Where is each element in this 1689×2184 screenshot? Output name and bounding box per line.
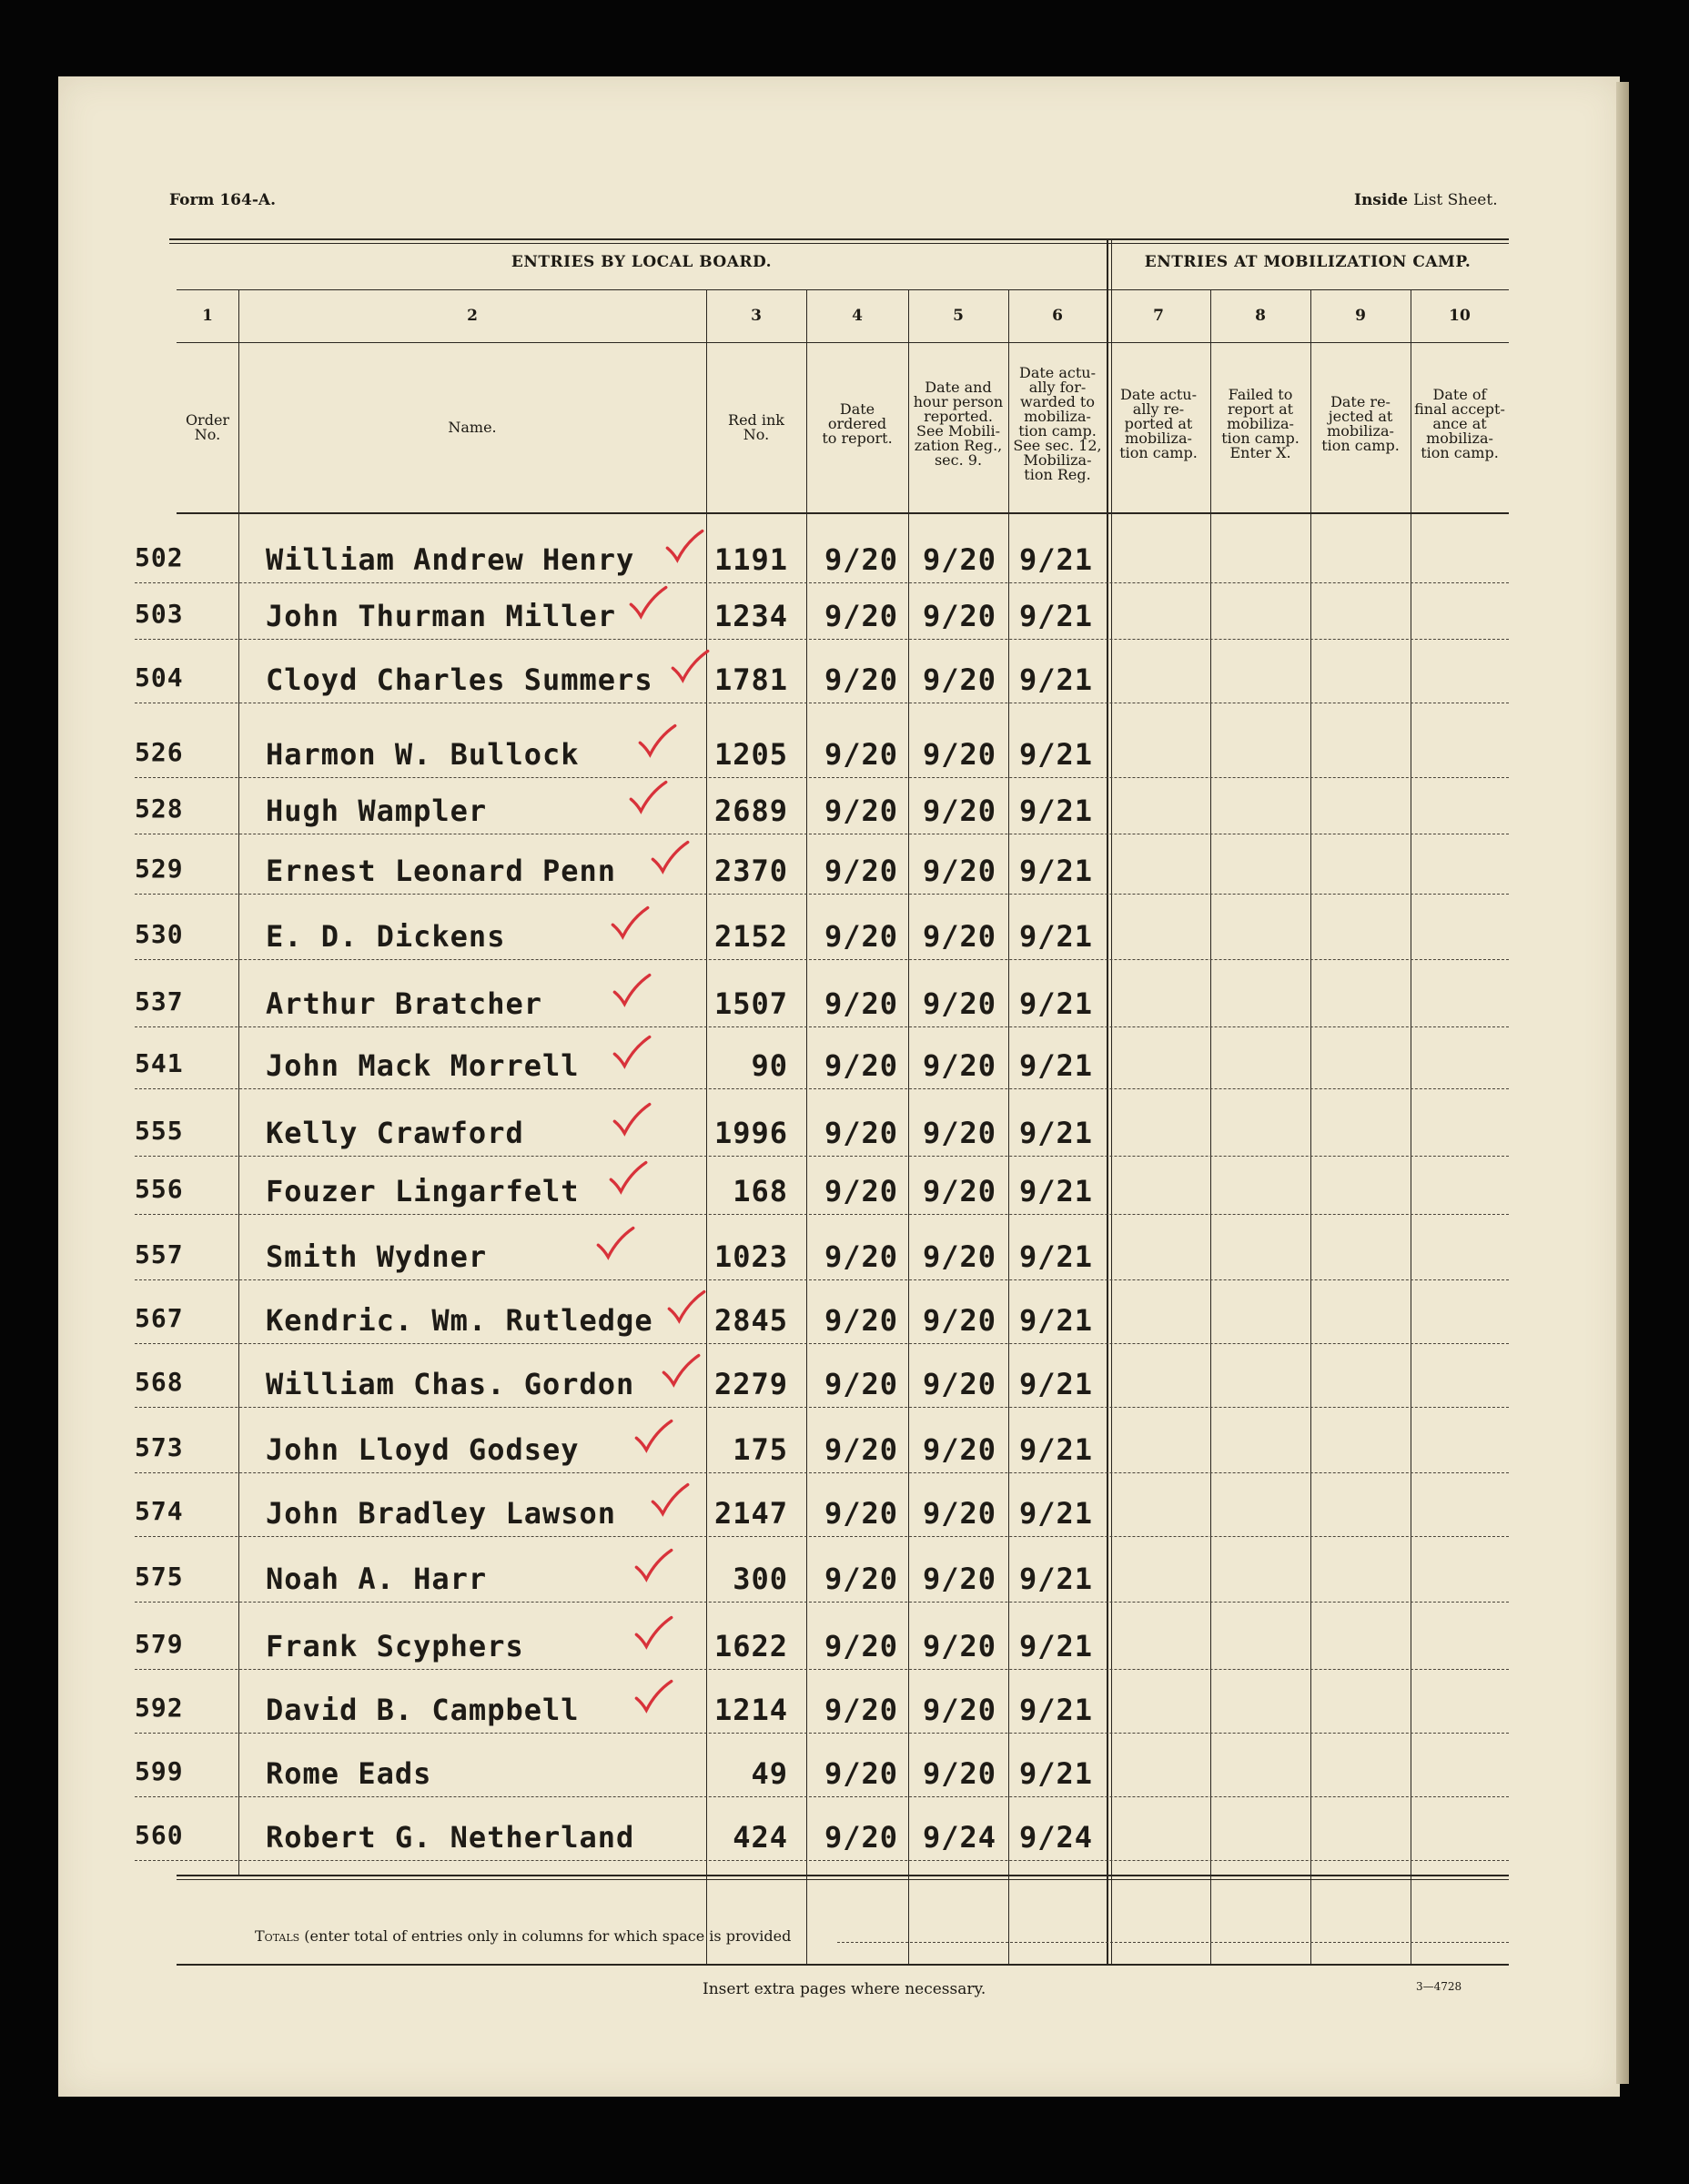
column-heading: Date actu- (1019, 364, 1096, 381)
red-ink-number: 300 (733, 1562, 788, 1596)
red-ink-number: 1234 (713, 599, 788, 633)
red-ink-number: 90 (751, 1048, 788, 1083)
column-divider (238, 289, 239, 1876)
red-check-mark-icon (612, 1034, 652, 1070)
column-heading: ally re- (1132, 400, 1185, 418)
top-rule-inner (169, 243, 1509, 244)
column-number: 4 (852, 307, 863, 325)
registrant-name: John Thurman Miller (266, 599, 617, 633)
date-forwarded: 9/21 (1019, 794, 1094, 828)
column-heading: tion camp. (1119, 444, 1198, 461)
red-ink-number: 1023 (713, 1239, 788, 1274)
column-divider (1310, 289, 1311, 1964)
sheet-label-rest: List Sheet. (1412, 191, 1498, 209)
row-separator (135, 1796, 1509, 1797)
column-heading: reported. (924, 408, 993, 425)
section-title-mobilization-camp: ENTRIES AT MOBILIZATION CAMP. (1144, 253, 1472, 271)
date-reported: 9/20 (923, 1239, 997, 1274)
date-forwarded: 9/21 (1019, 1756, 1094, 1791)
date-ordered: 9/20 (824, 1562, 899, 1596)
column-divider (1008, 289, 1009, 1964)
column-number: 10 (1449, 307, 1471, 325)
column-number: 3 (751, 307, 762, 325)
totals-line (255, 1927, 791, 1945)
column-heading: No. (743, 426, 770, 443)
date-ordered: 9/20 (824, 1367, 899, 1401)
order-number: 502 (135, 542, 184, 572)
red-check-mark-icon (628, 584, 668, 621)
date-forwarded: 9/21 (1019, 1629, 1094, 1663)
column-heading: See Mobili- (916, 422, 1000, 440)
section-title-rule (177, 289, 1509, 290)
column-number: 9 (1355, 307, 1366, 325)
red-check-mark-icon (633, 1418, 673, 1454)
form-code: 3—4728 (1416, 1980, 1462, 1993)
row-separator (135, 1026, 1509, 1027)
red-check-mark-icon (664, 528, 704, 564)
entries-bottom-rule (177, 1875, 1509, 1876)
date-ordered: 9/20 (824, 1239, 899, 1274)
header-bottom-rule (177, 512, 1509, 514)
date-reported: 9/24 (923, 1820, 997, 1855)
red-ink-number: 2279 (713, 1367, 788, 1401)
red-check-mark-icon (661, 1352, 701, 1389)
registrant-name: Fouzer Lingarfelt (266, 1174, 580, 1208)
totals-instructions: (enter total of entries only in columns for which space is provided (299, 1927, 792, 1945)
order-number: 528 (135, 794, 184, 824)
date-ordered: 9/20 (824, 737, 899, 772)
date-reported: 9/20 (923, 1367, 997, 1401)
registrant-name: Arthur Bratcher (266, 986, 542, 1021)
date-reported: 9/20 (923, 1303, 997, 1338)
column-number: 8 (1255, 307, 1266, 325)
column-heading: Failed to (1228, 386, 1293, 403)
row-separator (135, 777, 1509, 778)
row-separator (135, 582, 1509, 583)
order-number: 567 (135, 1303, 184, 1333)
date-reported: 9/20 (923, 662, 997, 697)
date-reported: 9/20 (923, 1496, 997, 1531)
red-ink-number: 2147 (713, 1496, 788, 1531)
red-ink-number: 2845 (713, 1303, 788, 1338)
row-separator (135, 639, 1509, 640)
column-heading: ance at (1432, 415, 1487, 432)
order-number: 530 (135, 919, 184, 949)
row-separator (135, 1536, 1509, 1537)
registrant-name: William Andrew Henry (266, 542, 635, 577)
column-heading: hour person (913, 393, 1004, 410)
order-number: 574 (135, 1496, 184, 1526)
date-ordered: 9/20 (824, 1629, 899, 1663)
red-ink-number: 1507 (713, 986, 788, 1021)
row-separator (135, 1156, 1509, 1157)
date-forwarded: 9/21 (1019, 662, 1094, 697)
red-check-mark-icon (628, 779, 668, 815)
column-number: 6 (1052, 307, 1063, 325)
date-reported: 9/20 (923, 986, 997, 1021)
date-forwarded: 9/21 (1019, 1496, 1094, 1531)
date-ordered: 9/20 (824, 542, 899, 577)
red-check-mark-icon (610, 905, 650, 941)
column-heading: Red ink (728, 411, 784, 429)
red-check-mark-icon (650, 1481, 690, 1518)
column-heading: mobiliza- (1024, 408, 1091, 425)
column-heading: mobiliza- (1125, 430, 1192, 447)
registrant-name: Rome Eads (266, 1756, 432, 1791)
registrant-name: Ernest Leonard Penn (266, 854, 617, 888)
registrant-name: John Bradley Lawson (266, 1496, 617, 1531)
red-ink-number: 424 (733, 1820, 788, 1855)
date-forwarded: 9/21 (1019, 1048, 1094, 1083)
date-ordered: 9/20 (824, 986, 899, 1021)
order-number: 555 (135, 1116, 184, 1146)
date-forwarded: 9/21 (1019, 1174, 1094, 1208)
date-reported: 9/20 (923, 854, 997, 888)
date-reported: 9/20 (923, 1693, 997, 1727)
order-number: 579 (135, 1629, 184, 1659)
date-forwarded: 9/21 (1019, 1239, 1094, 1274)
date-forwarded: 9/21 (1019, 986, 1094, 1021)
sheet-label (1354, 191, 1498, 209)
row-separator (135, 1669, 1509, 1670)
column-divider (1210, 289, 1211, 1964)
red-check-mark-icon (637, 723, 677, 759)
column-heading: final accept- (1414, 400, 1505, 418)
date-ordered: 9/20 (824, 1756, 899, 1791)
column-number: 2 (467, 307, 478, 325)
registrant-name: David B. Campbell (266, 1693, 580, 1727)
column-heading: ordered (827, 415, 887, 432)
date-forwarded: 9/21 (1019, 919, 1094, 954)
row-separator (135, 1472, 1509, 1473)
registrant-name: Hugh Wampler (266, 794, 488, 828)
totals-dotted-line (837, 1942, 1509, 1943)
red-check-mark-icon (670, 648, 710, 684)
column-heading: Order (185, 411, 230, 429)
date-reported: 9/20 (923, 1048, 997, 1083)
row-separator (135, 1733, 1509, 1734)
order-number: 573 (135, 1432, 184, 1462)
column-heading: Date re- (1330, 393, 1391, 410)
red-check-mark-icon (612, 972, 652, 1008)
row-separator (135, 1602, 1509, 1603)
date-ordered: 9/20 (824, 1496, 899, 1531)
table-bottom-rule (177, 1964, 1509, 1966)
totals-label: Totals (255, 1927, 300, 1945)
order-number: 556 (135, 1174, 184, 1204)
date-reported: 9/20 (923, 737, 997, 772)
column-number: 1 (202, 307, 213, 325)
registrant-name: Kelly Crawford (266, 1116, 524, 1150)
date-ordered: 9/20 (824, 599, 899, 633)
column-heading: Date (839, 400, 875, 418)
column-divider (706, 289, 707, 1964)
column-heading: Enter X. (1229, 444, 1291, 461)
date-reported: 9/20 (923, 919, 997, 954)
date-reported: 9/20 (923, 794, 997, 828)
date-forwarded: 9/21 (1019, 854, 1094, 888)
order-number: 541 (135, 1048, 184, 1078)
date-ordered: 9/20 (824, 794, 899, 828)
date-reported: 9/20 (923, 1116, 997, 1150)
page-edge (1616, 82, 1629, 2084)
sheet-label-bold: Inside (1354, 191, 1409, 209)
order-number: 526 (135, 737, 184, 767)
column-number: 7 (1153, 307, 1164, 325)
date-forwarded: 9/21 (1019, 1303, 1094, 1338)
order-number: 599 (135, 1756, 184, 1786)
row-separator (135, 1088, 1509, 1089)
column-heading: Date of (1432, 386, 1487, 403)
order-number: 504 (135, 662, 184, 693)
column-heading: warded to (1020, 393, 1095, 410)
column-heading: tion Reg. (1024, 466, 1091, 483)
order-number: 568 (135, 1367, 184, 1397)
order-number: 560 (135, 1820, 184, 1850)
column-heading: Name. (448, 419, 497, 436)
registrant-name: Noah A. Harr (266, 1562, 488, 1596)
registrant-name: Cloyd Charles Summers (266, 662, 653, 697)
order-number: 592 (135, 1693, 184, 1723)
date-forwarded: 9/24 (1019, 1820, 1094, 1855)
red-ink-number: 175 (733, 1432, 788, 1467)
column-heading: mobiliza- (1426, 430, 1493, 447)
column-number: 5 (953, 307, 964, 325)
row-separator (135, 1343, 1509, 1344)
top-rule (169, 238, 1509, 240)
red-check-mark-icon (666, 1289, 706, 1325)
row-separator (135, 894, 1509, 895)
column-heading: ported at (1124, 415, 1193, 432)
form-page (58, 76, 1620, 2097)
date-ordered: 9/20 (824, 919, 899, 954)
red-ink-number: 1781 (713, 662, 788, 697)
date-ordered: 9/20 (824, 1116, 899, 1150)
date-ordered: 9/20 (824, 1693, 899, 1727)
column-heading: zation Reg., (914, 437, 1003, 454)
column-divider (806, 289, 807, 1964)
red-check-mark-icon (633, 1678, 673, 1714)
date-reported: 9/20 (923, 1562, 997, 1596)
column-number-rule (177, 342, 1509, 343)
order-number: 557 (135, 1239, 184, 1269)
date-reported: 9/20 (923, 542, 997, 577)
column-heading: to report. (822, 430, 893, 447)
date-reported: 9/20 (923, 599, 997, 633)
footer-note: Insert extra pages where necessary. (703, 1980, 986, 1998)
column-heading: mobiliza- (1227, 415, 1294, 432)
column-heading: See sec. 12, (1013, 437, 1102, 454)
registrant-name: Kendric. Wm. Rutledge (266, 1303, 653, 1338)
red-check-mark-icon (595, 1225, 635, 1261)
row-separator (135, 1860, 1509, 1861)
registrant-name: Smith Wydner (266, 1239, 488, 1274)
date-forwarded: 9/21 (1019, 1562, 1094, 1596)
red-ink-number: 1205 (713, 737, 788, 772)
red-ink-number: 1622 (713, 1629, 788, 1663)
red-ink-number: 49 (751, 1756, 788, 1791)
column-divider (908, 289, 909, 1964)
registrant-name: Frank Scyphers (266, 1629, 524, 1663)
date-ordered: 9/20 (824, 1303, 899, 1338)
red-check-mark-icon (650, 839, 690, 875)
red-check-mark-icon (612, 1101, 652, 1138)
column-heading: tion camp. (1321, 437, 1400, 454)
form-number: Form 164-A. (169, 191, 276, 209)
date-ordered: 9/20 (824, 854, 899, 888)
column-heading: jected at (1328, 408, 1393, 425)
registrant-name: John Mack Morrell (266, 1048, 580, 1083)
section-divider (1107, 240, 1108, 1964)
row-separator (135, 1279, 1509, 1280)
column-heading: tion camp. (1421, 444, 1499, 461)
registrant-name: John Lloyd Godsey (266, 1432, 580, 1467)
red-check-mark-icon (633, 1547, 673, 1583)
date-forwarded: 9/21 (1019, 542, 1094, 577)
column-heading: tion camp. (1018, 422, 1097, 440)
registrant-name: E. D. Dickens (266, 919, 506, 954)
red-ink-number: 2370 (713, 854, 788, 888)
date-forwarded: 9/21 (1019, 1693, 1094, 1727)
red-ink-number: 168 (733, 1174, 788, 1208)
date-ordered: 9/20 (824, 1048, 899, 1083)
section-divider-inner (1111, 240, 1112, 1964)
red-ink-number: 1191 (713, 542, 788, 577)
date-forwarded: 9/21 (1019, 1367, 1094, 1401)
column-heading: No. (194, 426, 221, 443)
column-heading: report at (1227, 400, 1294, 418)
date-reported: 9/20 (923, 1629, 997, 1663)
date-forwarded: 9/21 (1019, 1432, 1094, 1467)
date-forwarded: 9/21 (1019, 1116, 1094, 1150)
row-separator (135, 959, 1509, 960)
registrant-name: William Chas. Gordon (266, 1367, 635, 1401)
order-number: 529 (135, 854, 184, 884)
date-ordered: 9/20 (824, 1174, 899, 1208)
column-heading: sec. 9. (934, 451, 983, 469)
red-ink-number: 1214 (713, 1693, 788, 1727)
order-number: 575 (135, 1562, 184, 1592)
column-heading: ally for- (1028, 379, 1087, 396)
column-heading: tion camp. (1221, 430, 1300, 447)
row-separator (135, 1407, 1509, 1408)
order-number: 537 (135, 986, 184, 1016)
date-reported: 9/20 (923, 1174, 997, 1208)
column-heading: Date and (925, 379, 992, 396)
date-ordered: 9/20 (824, 662, 899, 697)
section-title-local-board: ENTRIES BY LOCAL BOARD. (511, 253, 773, 271)
row-separator (135, 1214, 1509, 1215)
date-ordered: 9/20 (824, 1432, 899, 1467)
entries-bottom-rule-inner (177, 1879, 1509, 1880)
column-heading: Date actu- (1120, 386, 1197, 403)
red-ink-number: 2152 (713, 919, 788, 954)
date-reported: 9/20 (923, 1756, 997, 1791)
red-check-mark-icon (633, 1614, 673, 1651)
red-ink-number: 2689 (713, 794, 788, 828)
date-forwarded: 9/21 (1019, 599, 1094, 633)
column-heading: mobiliza- (1327, 422, 1394, 440)
red-ink-number: 1996 (713, 1116, 788, 1150)
registrant-name: Harmon W. Bullock (266, 737, 580, 772)
date-forwarded: 9/21 (1019, 737, 1094, 772)
order-number: 503 (135, 599, 184, 629)
red-check-mark-icon (608, 1159, 648, 1196)
date-reported: 9/20 (923, 1432, 997, 1467)
registrant-name: Robert G. Netherland (266, 1820, 635, 1855)
column-heading: Mobiliza- (1023, 451, 1092, 469)
date-ordered: 9/20 (824, 1820, 899, 1855)
